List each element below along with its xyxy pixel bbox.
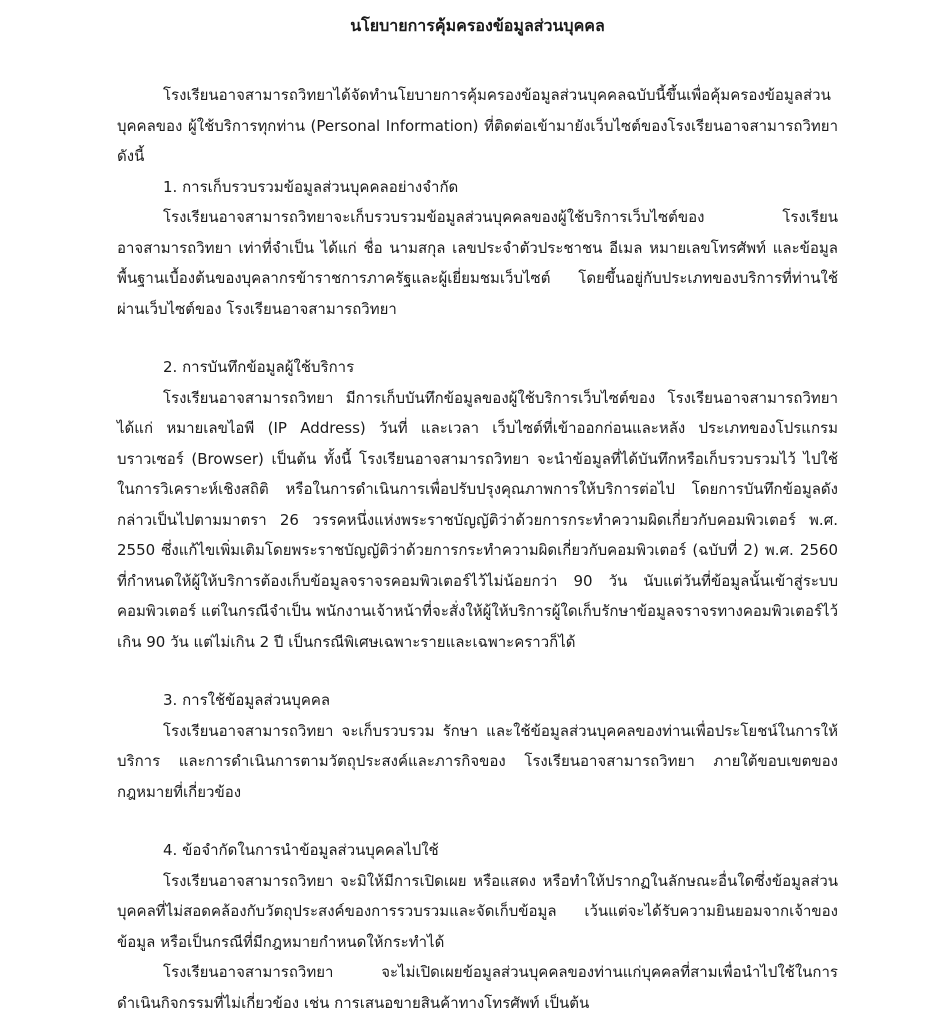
section-spacer [117,657,838,685]
section-3 [117,685,838,807]
section-paragraph: โรงเรียนอาจสามารถวิทยาจะเก็บรวบรวมข้อมูลส่วนบุคคลของผู้ใช้บริการเว็บไซต์ของ โรงเรียนอาจสามารถวิทยา เท่าที่จำเป็น ได้แก่ ชื่อ นามสกุล เลขประจำตัวประชาชน อีเมล หมายเลขโทรศัพท์ และข้อมูลพื้นฐานเบื้องต้นของบุคลากรข้าราชการภาครัฐและผู้เยี่ยมชมเว็บไซต์ โดยขึ้นอยู่กับประเภทของบริการที่ท่านใช้ผ่านเว็บไซต์ของ โรงเรียนอาจสามารถวิทยา [117,208,838,318]
section-4 [117,835,838,1018]
section-heading: 4. ข้อจำกัดในการนำข้อมูลส่วนบุคคลไปใช้ [163,841,439,859]
document-title: นโยบายการคุ้มครองข้อมูลส่วนบุคคล [350,16,605,35]
section-1 [117,172,838,325]
section-spacer [117,807,838,835]
section-spacer [117,324,838,352]
section-heading: 3. การใช้ข้อมูลส่วนบุคคล [163,691,331,709]
section-paragraph: โรงเรียนอาจสามารถวิทยา จะไม่เปิดเผยข้อมูลส่วนบุคคลของท่านแก่บุคคลที่สามเพื่อนำไปใช้ในการดำเนินกิจกรรมที่ไม่เกี่ยวข้อง เช่น การเสนอขายสินค้าทางโทรศัพท์ เป็นต้น [117,963,838,1012]
section-heading: 2. การบันทึกข้อมูลผู้ใช้บริการ [163,358,355,376]
intro-paragraph: โรงเรียนอาจสามารถวิทยาได้จัดทำนโยบายการคุ้มครองข้อมูลส่วนบุคคลฉบับนี้ขึ้นเพื่อคุ้มครองข้อมูลส่วนบุคคลของ ผู้ใช้บริการทุกท่าน (Personal Information) ที่ติดต่อเข้ามายังเว็บไซต์ของโรงเรียนอาจสามารถวิทยา ดังนี้ [117,86,838,165]
section-heading: 1. การเก็บรวบรวมข้อมูลส่วนบุคคลอย่างจำกัด [163,177,459,196]
section-paragraph: โรงเรียนอาจสามารถวิทยา จะเก็บรวบรวม รักษา และใช้ข้อมูลส่วนบุคคลของท่านเพื่อประโยชน์ในการให้บริการ และการดำเนินการตามวัตถุประสงค์และภารกิจของ โรงเรียนอาจสามารถวิทยา ภายใต้ขอบเขตของกฎหมายที่เกี่ยวข้อง [117,721,838,801]
section-2 [117,352,838,657]
section-paragraph: โรงเรียนอาจสามารถวิทยา จะมิให้มีการเปิดเผย หรือแสดง หรือทำให้ปรากฏในลักษณะอื่นใดซึ่งข้อมูลส่วนบุคคลที่ไม่สอดคล้องกับวัตถุประสงค์ของการรวบรวมและจัดเก็บข้อมูล เว้นแต่จะได้รับความยินยอมจากเจ้าของข้อมูล หรือเป็นกรณีที่มีกฎหมายกำหนดให้กระทำได้ [117,871,838,951]
section-paragraph: โรงเรียนอาจสามารถวิทยา มีการเก็บบันทึกข้อมูลของผู้ใช้บริการเว็บไซต์ของ โรงเรียนอาจสามารถวิทยา ได้แก่ หมายเลขไอพี (IP Address) วันที่ และเวลา เว็บไซต์ที่เข้าออกก่อนและหลัง ประเภทของโปรแกรมบราวเซอร์ (Browser) เป็นต้น ทั้งนี้ โรงเรียนอาจสามารถวิทยา จะนำข้อมูลที่ได้บันทึกหรือเก็บรวบรวมไว้ ไปใช้ในการวิเคราะห์เชิงสถิติ หรือในการดำเนินการเพื่อปรับปรุงคุณภาพการให้บริการต่อไป โดยการบันทึกข้อมูลดังกล่าวเป็นไปตามมาตรา 26 วรรคหนึ่งแห่งพระราชบัญญัติว่าด้วยการกระทำความผิดเกี่ยวกับคอมพิวเตอร์ พ.ศ. 2550 ซึ่งแก้ไขเพิ่มเติมโดยพระราชบัญญัติว่าด้วยการกระทำความผิดเกี่ยวกับคอมพิวเตอร์ (ฉบับที่ 2) พ.ศ. 2560 ที่กำหนดให้ผู้ให้บริการต้องเก็บข้อมูลจราจรคอมพิวเตอร์ไว้ไม่น้อยกว่า 90 วัน นับแต่วันที่ข้อมูลนั้นเข้าสู่ระบบคอมพิวเตอร์ แต่ในกรณีจำเป็น พนักงานเจ้าหน้าที่จะสั่งให้ผู้ให้บริการผู้ใดเก็บรักษาข้อมูลจราจรทางคอมพิวเตอร์ไว้เกิน 90 วัน แต่ไม่เกิน 2 ปี เป็นกรณีพิเศษเฉพาะรายและเฉพาะคราวก็ได้ [117,388,838,651]
